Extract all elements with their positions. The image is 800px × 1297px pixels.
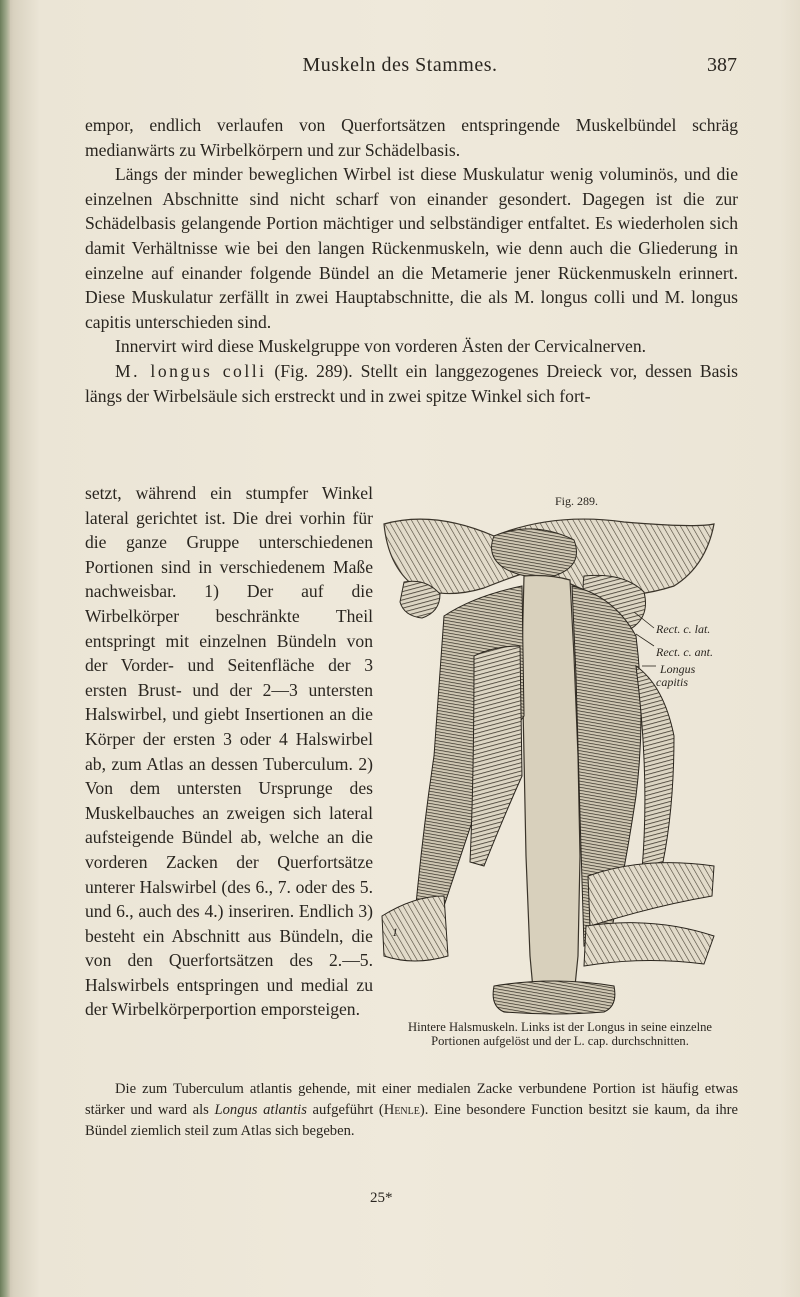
footnote-part2: aufgeführt ( xyxy=(306,1101,384,1118)
book-binding-edge xyxy=(0,0,10,1297)
running-header xyxy=(0,54,800,84)
label-rect-ant: Rect. c. ant. xyxy=(656,645,713,659)
page-number: 387 xyxy=(707,54,737,76)
figure-caption: Hintere Halsmuskeln. Links ist der Longus in seine einzelne Portionen aufgelöst und der L. cap. durchschnitten. xyxy=(408,1020,712,1049)
neck-muscles-illustration xyxy=(374,516,734,1016)
footnote-part1: Die zum Tuberculum atlantis gehende, mit einer medialen Zacke verbundene Portion ist häufig etwas stärker und ward als xyxy=(85,1081,738,1118)
footnote-italic-term: Longus atlantis xyxy=(214,1101,307,1118)
footnote-part3: ). Eine besondere Function besitzt sie kaum, da ihre Bündel ziemlich steil zum Atlas sich begeben. xyxy=(85,1101,739,1139)
longus-colli-left-inner-shape xyxy=(470,646,522,866)
leader-rect-ant xyxy=(636,634,654,646)
longus-colli-intro: (Fig. 289). Stellt ein langgezogenes Dreieck vor, dessen Basis längs der Wirbelsäule sich erstreckt und in zwei spitze Winkel sich fort- xyxy=(85,360,738,406)
paragraph-1: empor, endlich verlaufen von Querfortsätzen entspringende Muskelbündel schräg medianwärts zu Wirbelkörpern und zur Schädelbasis. xyxy=(85,115,738,160)
paragraph-2: Längs der minder beweglichen Wirbel ist diese Muskulatur wenig voluminös, und die einzelnen Abschnitte sind nicht scharf von einander gesondert. Dagegen ist die zur Schädelbasis gelangende Portion mächtiger und selbständiger entfaltet. Es wiederholen sich damit Verhältnisse wie bei den langen Rückenmuskeln, wie denn auch die Gliederung in einzelne auf einander folgende Bündel an die Metamerie jener Rückenmuskeln erinnert. Diese Muskulatur zerfällt in zwei Hauptabschnitte, die als M. longus colli und M. longus capitis unterschieden sind. xyxy=(85,164,738,332)
label-longus-1: Longus xyxy=(660,662,696,676)
longus-colli-term: M. longus colli xyxy=(115,360,267,381)
label-longus-2: capitis xyxy=(656,675,688,689)
paragraph-longus-colli-start xyxy=(85,359,738,408)
top-text-block xyxy=(85,113,738,408)
footnote-author: Henle xyxy=(383,1101,420,1118)
figure-label: Fig. 289. xyxy=(555,494,599,508)
right-lower-fan-2-shape xyxy=(584,923,714,966)
vertebral-column-shape xyxy=(522,576,580,1003)
running-title: Muskeln des Stammes. xyxy=(302,54,498,76)
label-numeral: 1 xyxy=(392,925,398,939)
bottom-vertebra-shape xyxy=(493,981,615,1014)
right-outer-muscle-shape xyxy=(636,666,674,876)
right-lower-fan-1-shape xyxy=(588,863,714,926)
printer-signature: 25* xyxy=(370,1190,393,1206)
label-rect-lat: Rect. c. lat. xyxy=(656,622,711,636)
column-text-block xyxy=(85,481,373,1022)
longus-colli-column-text: setzt, während ein stumpfer Winkel lateral gerichtet ist. Die drei vorhin für die ganze Gruppe unterschiedenen Portionen sind in verschiedenem Maße nachweisbar. 1) Der auf die Wirbelkörper beschränkte Theil entspringt mit einzelnen Bündeln von der Vorder- und Seitenfläche der 3 ersten Brust- und der 2—3 untersten Halswirbel, und giebt Insertionen an die Körper der ersten 3 oder 4 Halswirbel ab, zum Atlas an dessen Tuberculum. 2) Von dem untersten Ursprunge des Muskelbauches an zweigen sich lateral aufsteigende Bündel ab, welche an die vorderen Zacken der Querfortsätze unterer Halswirbel (des 6., 7. oder des 5. und 6., auch des 4.) inseriren. Endlich 3) besteht ein Abschnitt aus Bündeln, die von den Querfortsätzen des 2.—5. Halswirbels entspringen und medial zu der Wirbelkörperportion emporsteigen. xyxy=(85,483,373,1020)
paragraph-3: Innervirt wird diese Muskelgruppe von vorderen Ästen der Cervicalnerven. xyxy=(115,336,647,357)
footnote-paragraph xyxy=(85,1079,738,1141)
figure-289 xyxy=(374,516,734,1016)
footnote xyxy=(85,1079,738,1141)
